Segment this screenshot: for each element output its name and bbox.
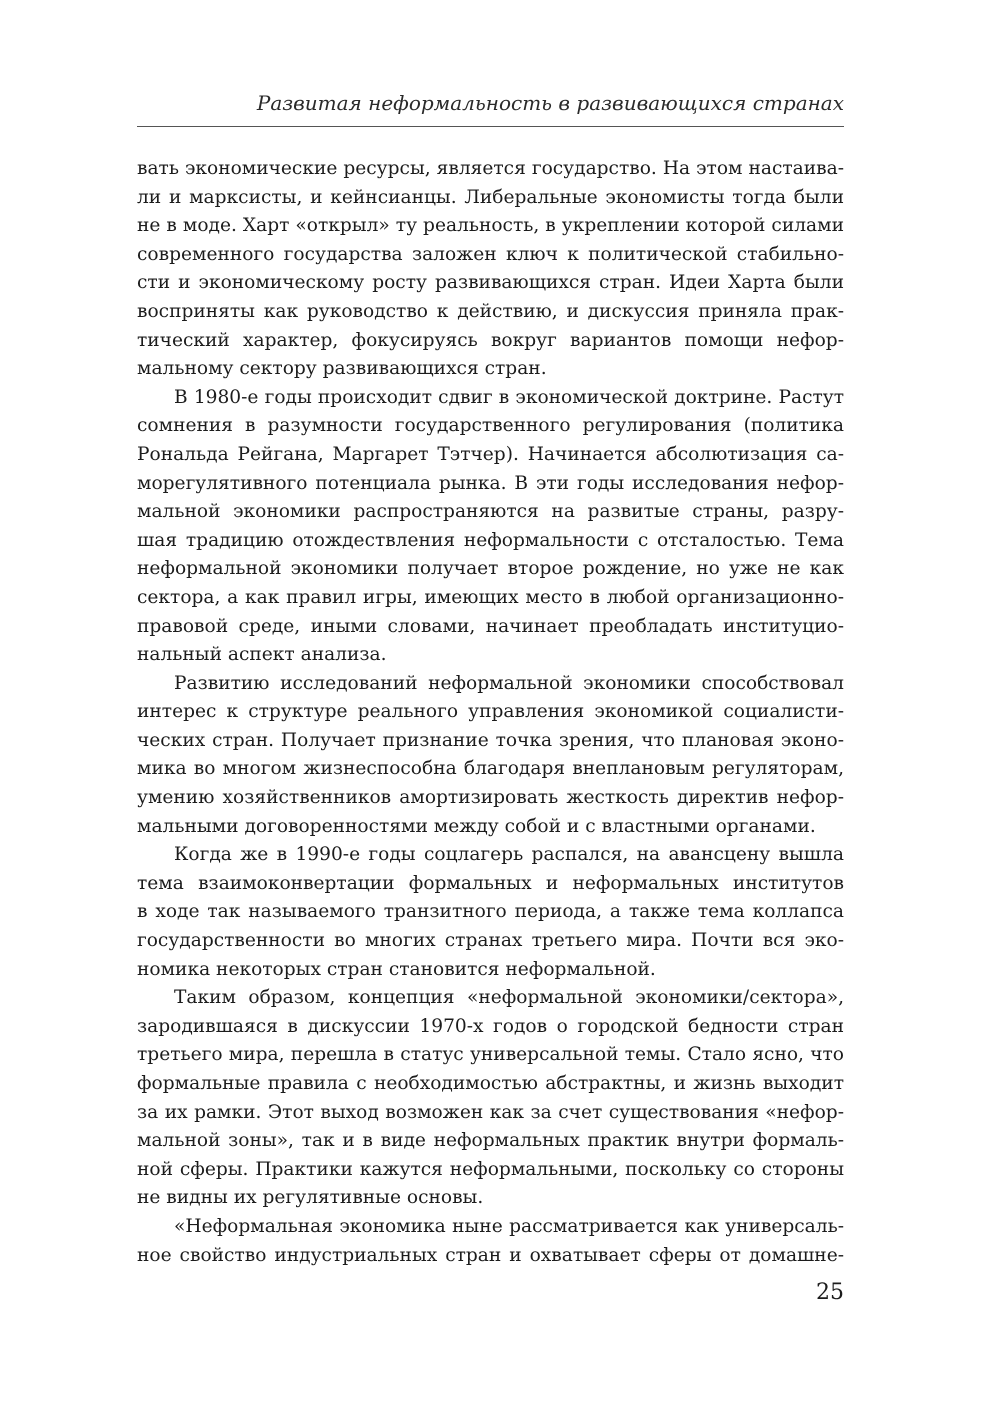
text-line: ное свойство индустриальных стран и охватывает сферы от домашне- [137, 1244, 844, 1266]
text-line: мальными договоренностями между собой и с властными органами. [137, 815, 816, 837]
text-line: не видны их регулятивные основы. [137, 1187, 484, 1209]
text-line: интерес к структуре реального управления экономикой социалисти- [137, 701, 844, 723]
text-line: третьего мира, перешла в статус универсальной темы. Стало ясно, что [137, 1044, 844, 1066]
text-line: морегулятивного потенциала рынка. В эти годы исследования нефор- [137, 472, 844, 494]
text-line: не в моде. Харт «открыл» ту реальность, в укреплении которой силами [137, 215, 844, 237]
text-line: формальные правила с необходимостью абстрактны, и жизнь выходит [137, 1073, 844, 1094]
text-line: правовой среде, иными словами, начинает преобладать институцио- [137, 615, 844, 637]
paragraph [137, 384, 844, 670]
text-line: Развитию исследований неформальной экономики способствовал [174, 672, 844, 694]
text-line: В 1980-е годы происходит сдвиг в экономической доктрине. Растут [174, 386, 844, 408]
text-line: за их рамки. Этот выход возможен как за счет существования «нефор- [137, 1101, 844, 1123]
text-line: тема взаимоконвертации формальных и неформальных институтов [137, 872, 844, 894]
paragraph [137, 841, 844, 984]
text-line: нальный аспект анализа. [137, 644, 387, 666]
text-line: шая традицию отождествления неформальности с отсталостью. Тема [137, 529, 844, 551]
text-line: мика во многом жизнеспособна благодаря внеплановым регуляторам, [137, 758, 844, 780]
text-line: Таким образом, концепция «неформальной экономики/сектора», [174, 987, 844, 1009]
page-number: 25 [816, 1280, 844, 1305]
text-line: Когда же в 1990-е годы соцлагерь распался, на авансцену вышла [174, 844, 844, 866]
text-line: тический характер, фокусируясь вокруг вариантов помощи нефор- [137, 329, 844, 351]
text-line: ческих стран. Получает признание точка зрения, что плановая эконо- [137, 729, 844, 751]
text-line: современного государства заложен ключ к политической стабильно- [137, 243, 844, 265]
text-line: восприняты как руководство к действию, и дискуссия приняла прак- [137, 300, 844, 322]
text-line: сомнения в разумности государственного регулирования (политика [137, 415, 844, 437]
paragraph [137, 1213, 844, 1270]
text-line: государственности во многих странах третьего мира. Почти вся эко- [137, 930, 844, 952]
header-divider [137, 126, 844, 127]
text-line: сектора, а как правил игры, имеющих место в любой организационно- [137, 586, 844, 608]
text-line: мальной зоны», так и в виде неформальных практик внутри формаль- [137, 1130, 844, 1152]
text-line: ной сферы. Практики кажутся неформальными, поскольку со стороны [137, 1158, 844, 1180]
text-line: мальному сектору развивающихся стран. [137, 358, 547, 380]
text-line: умению хозяйственников амортизировать жесткость директив нефор- [137, 787, 844, 809]
text-line: неформальной экономики получает второе рождение, но уже не как [137, 558, 844, 580]
text-line: сти и экономическому росту развивающихся стран. Идеи Харта были [137, 272, 844, 294]
text-line: «Неформальная экономика ныне рассматривается как универсаль- [174, 1215, 844, 1237]
text-line: вать экономические ресурсы, является государство. На этом настаива- [137, 158, 844, 179]
running-head: Развитая неформальность в развивающихся странах [256, 91, 844, 115]
text-line: номика некоторых стран становится неформальной. [137, 958, 656, 980]
text-line: мальной экономики распространяются на развитые страны, разру- [137, 501, 844, 523]
text-line: зародившаяся в дискуссии 1970-х годов о городской бедности стран [137, 1015, 844, 1037]
text-line: ли и марксисты, и кейнсианцы. Либеральные экономисты тогда были [137, 186, 844, 208]
paragraph [137, 984, 844, 1213]
body-text [137, 155, 844, 1270]
text-line: Рональда Рейгана, Маргарет Тэтчер). Начинается абсолютизация са- [137, 443, 844, 465]
paragraph [137, 670, 844, 842]
paragraph [137, 155, 844, 384]
text-line: в ходе так называемого транзитного периода, а также тема коллапса [137, 901, 844, 923]
